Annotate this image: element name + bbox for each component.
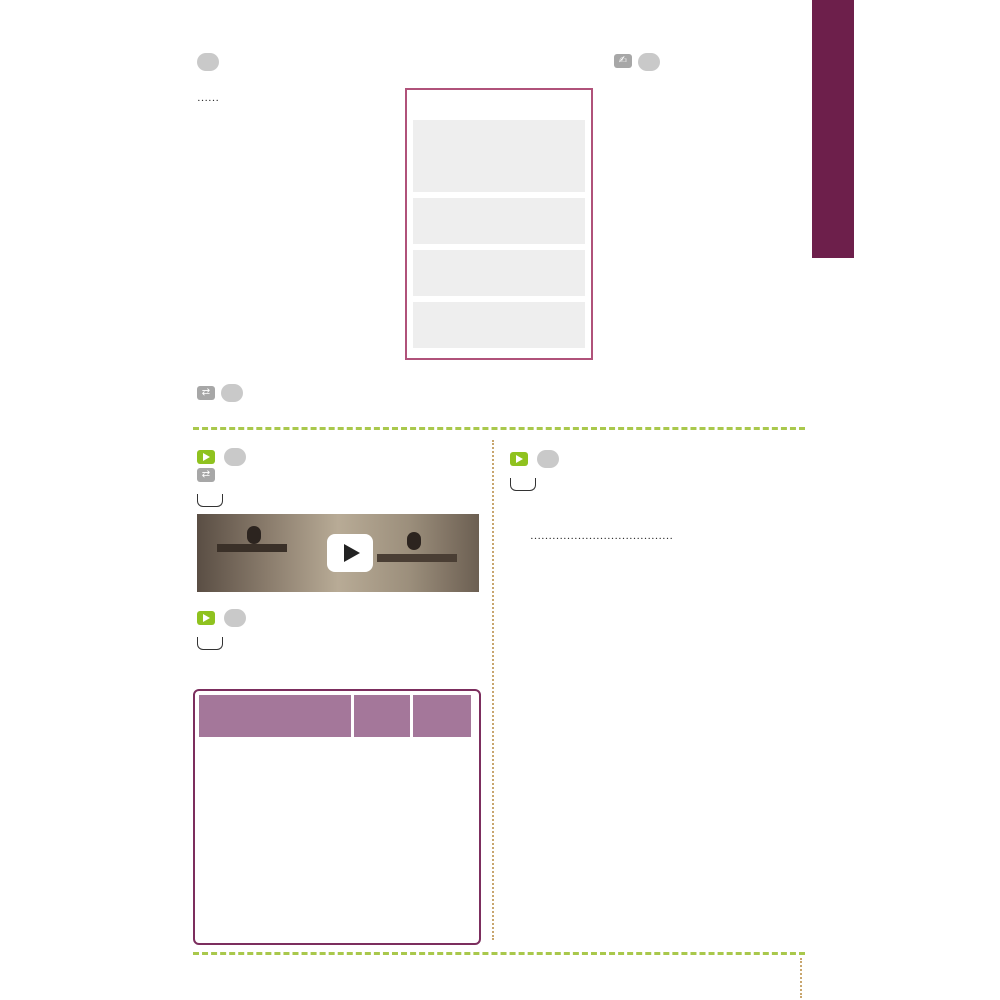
desk-shape bbox=[377, 554, 457, 562]
authors-table bbox=[193, 689, 481, 945]
prep-group-za-po bbox=[413, 302, 585, 348]
exercise-8c-example: …… bbox=[197, 92, 219, 104]
lesson-side-tab bbox=[812, 0, 854, 258]
pair-work-icon: ⇄ bbox=[197, 468, 215, 482]
exercise-8c-badge bbox=[197, 53, 219, 71]
desk-shape bbox=[217, 544, 287, 552]
dvd-number bbox=[197, 637, 223, 650]
play-icon bbox=[197, 450, 215, 464]
divider-bottom bbox=[193, 952, 805, 955]
exercise-9a-badge bbox=[224, 448, 246, 466]
pair-work-icon: ⇄ bbox=[197, 386, 215, 400]
exercise-8e-badge bbox=[221, 384, 243, 402]
exercise-9c-example-l3: …………………… …………… bbox=[530, 530, 673, 542]
student-shape bbox=[407, 532, 421, 550]
header-author bbox=[199, 695, 351, 737]
exercise-9c-badge bbox=[537, 450, 559, 468]
play-icon bbox=[197, 611, 215, 625]
play-icon bbox=[510, 452, 528, 466]
prep-group-o bbox=[413, 250, 585, 296]
page-edge-divider bbox=[800, 958, 802, 998]
divider-top bbox=[193, 427, 805, 430]
header-typ bbox=[354, 695, 410, 737]
student-shape bbox=[247, 526, 261, 544]
exercise-8d-badge bbox=[638, 53, 660, 71]
dvd-number bbox=[197, 494, 223, 507]
prepositions-box bbox=[405, 88, 593, 360]
writing-hand-icon: ✍ bbox=[614, 54, 632, 68]
prep-group-w bbox=[413, 198, 585, 244]
video-thumbnail[interactable] bbox=[197, 514, 479, 592]
exercise-9b-badge bbox=[224, 609, 246, 627]
header-bylo bbox=[413, 695, 471, 737]
dvd-number bbox=[510, 478, 536, 491]
video-play-button[interactable] bbox=[327, 534, 373, 572]
play-triangle-icon bbox=[344, 544, 360, 562]
column-divider bbox=[492, 440, 494, 940]
prep-group-na bbox=[413, 120, 585, 192]
